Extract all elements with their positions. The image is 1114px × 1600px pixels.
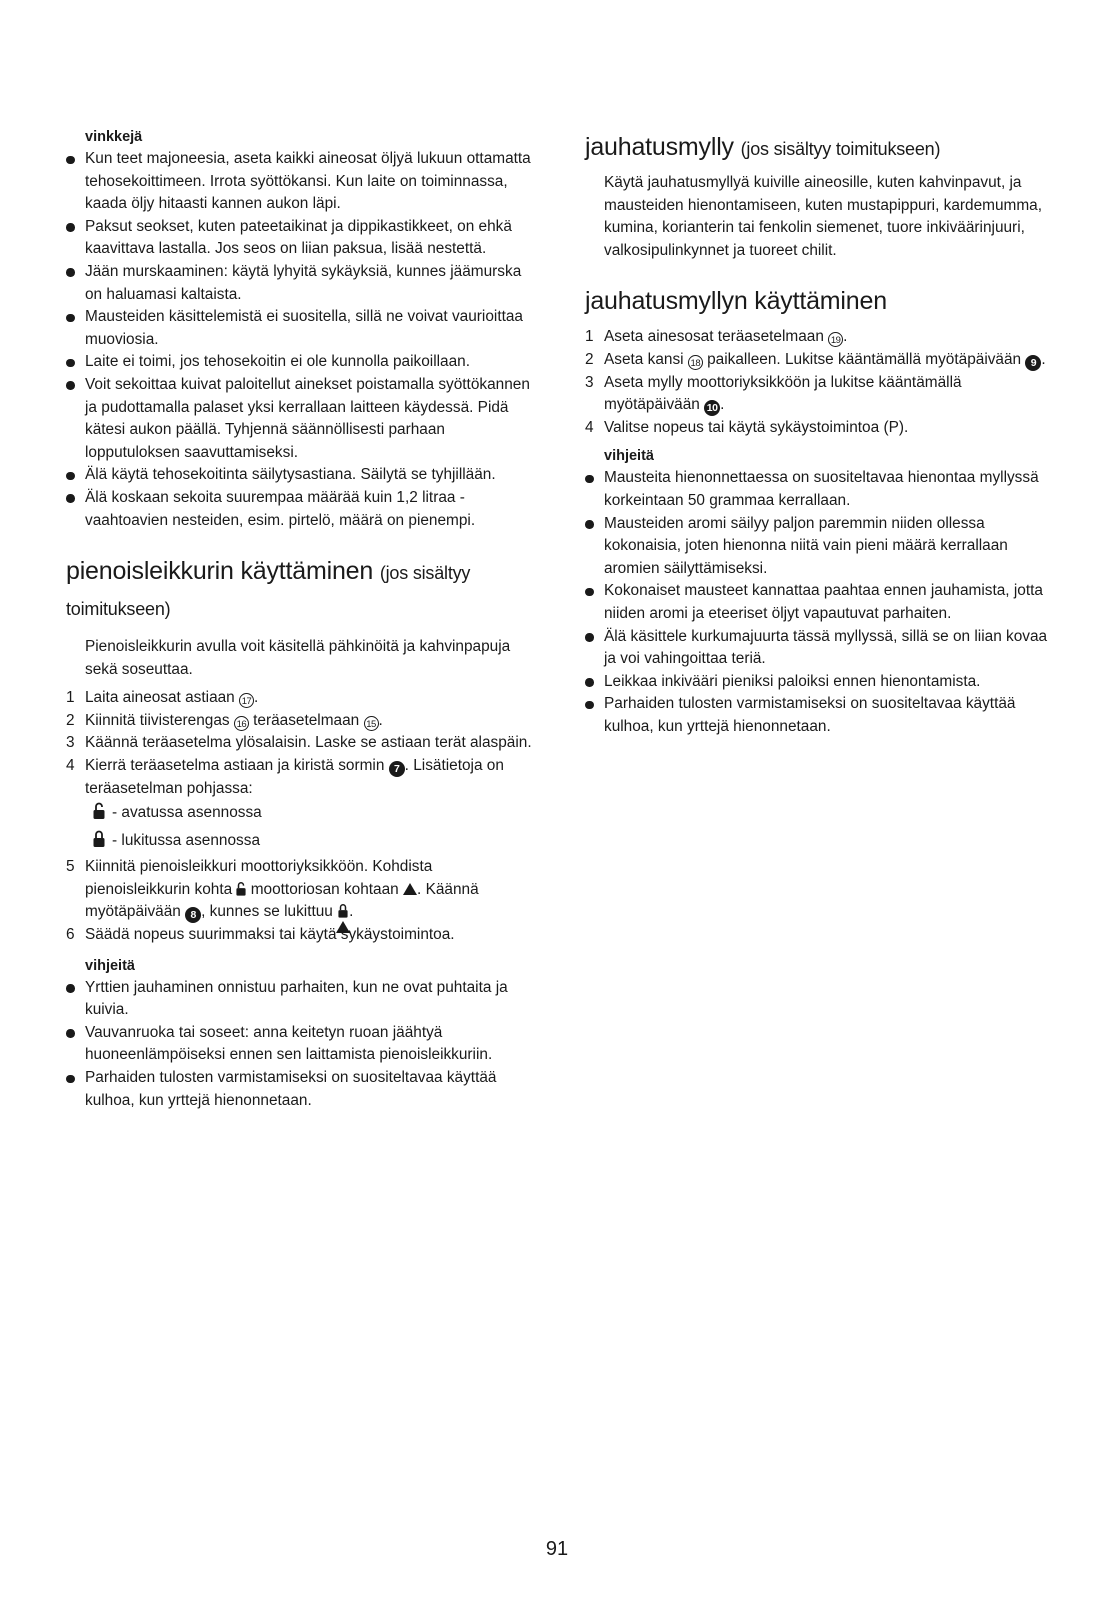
tips-list bbox=[66, 148, 536, 532]
lock-open-row bbox=[85, 800, 536, 828]
part-number-badge: 10 bbox=[704, 400, 720, 416]
step-item: 3 Käännä teräasetelma ylösalaisin. Laske se astiaan terät alaspäin. bbox=[66, 734, 532, 752]
list-item: Älä käytä tehosekoitinta säilytysastiana. Säilytä se tyhjillään. bbox=[66, 464, 536, 487]
list-item: Älä koskaan sekoita suurempaa määrää kuin 1,2 litraa - vaahtoavien nesteiden, esim. pirtelö, määrä on pienempi. bbox=[66, 487, 536, 532]
mini-chopper-intro: Pienoisleikkurin avulla voit käsitellä pähkinöitä ja kahvinpapuja sekä soseuttaa. bbox=[85, 638, 511, 678]
list-item: Laite ei toimi, jos tehosekoitin ei ole kunnolla paikoillaan. bbox=[66, 351, 536, 374]
list-item: Mausteiden aromi säilyy paljon paremmin niiden ollessa kokonaisia, joten hienonna niitä vain pieni määrä kerrallaan aromien säilyttämiseksi. bbox=[585, 513, 1060, 581]
list-item: Voit sekoittaa kuivat paloitellut ainekset poistamalla syöttökannen ja pudottamalla palaset yksi kerrallaan laitteen käydessä. Pidä kätesi aukon päällä. Tyhjennä säännöllisesti parhaan lopputuloksen saavuttamiseksi. bbox=[66, 374, 536, 464]
grinder-steps bbox=[585, 326, 1060, 439]
part-number-badge: 7 bbox=[389, 761, 405, 777]
part-number-badge: 17 bbox=[239, 693, 254, 708]
grinder-intro: Käytä jauhatusmyllyä kuiville aineosille, kuten kahvinpavut, ja mausteiden hienontamiseen, kuten mustapippuri, kardemumma, kumina, korianterin tai fenkolin siemenet, tuore inkiväärinjuuri, valkosipulinkynnet ja tuoreet chilit. bbox=[604, 174, 1043, 259]
lock-closed-label: - lukitussa asennossa bbox=[112, 832, 260, 850]
list-item: Jään murskaaminen: käytä lyhyitä sykäyksiä, kunnes jäämurska on haluamasi kaltaista. bbox=[66, 261, 536, 306]
mini-chopper-steps-cont bbox=[66, 856, 536, 946]
unlocked-padlock-icon bbox=[236, 881, 246, 897]
list-item: Vauvanruoka tai soseet: anna keitetyn ruoan jäähtyä huoneenlämpöiseksi ennen sen laittamista pienoisleikkuriin. bbox=[66, 1022, 536, 1067]
step-item: 1 Laita aineosat astiaan 17 . bbox=[66, 689, 259, 708]
section-title-grinder-use: jauhatusmyllyn käyttäminen bbox=[585, 287, 887, 316]
section-title-small: toimitukseen) bbox=[66, 599, 171, 620]
hints-list bbox=[585, 467, 1060, 738]
step-item: 1 Aseta ainesosat teräasetelmaan 19 . bbox=[585, 328, 848, 347]
lock-closed-row bbox=[85, 828, 536, 856]
locked-padlock-icon bbox=[338, 903, 348, 919]
right-column bbox=[585, 130, 1060, 738]
hints-heading: vihjeitä bbox=[604, 448, 654, 465]
list-item: Parhaiden tulosten varmistamiseksi on suositeltavaa käyttää kulhoa, kun yrttejä hienonnetaan. bbox=[66, 1067, 536, 1112]
part-number-badge: 9 bbox=[1025, 355, 1041, 371]
locked-padlock-icon bbox=[93, 830, 105, 848]
step-item: 2 Aseta kansi 18 paikalleen. Lukitse kääntämällä myötäpäivään 9 . bbox=[585, 350, 1046, 369]
list-item: Kokonaiset mausteet kannattaa paahtaa ennen jauhamista, jotta niiden aromi ja eteeriset öljyt vapautuvat parhaiten. bbox=[585, 580, 1060, 625]
part-number-badge: 18 bbox=[688, 355, 703, 370]
step-item: 4 Kierrä teräasetelma astiaan ja kiristä sormin 7 . Lisätietoja on teräasetelman pohjassa: bbox=[66, 757, 504, 797]
step-item: 3 Aseta mylly moottoriyksikköön ja lukitse kääntämällä myötäpäivään 10 . bbox=[585, 373, 962, 415]
list-item: Parhaiden tulosten varmistamiseksi on suositeltavaa käyttää kulhoa, kun yrttejä hienonnetaan. bbox=[585, 693, 1060, 738]
step-item: 5 Kiinnitä pienoisleikkuri moottoriyksikköön. Kohdista pienoisleikkurin kohta moottoriosan kohtaan . Käännä myötäpäivään 8 , kunnes se lukittuu . bbox=[66, 856, 536, 924]
section-title-mini-chopper bbox=[66, 554, 536, 626]
lock-open-label: - avatussa asennossa bbox=[112, 804, 262, 822]
step-item: 4 Valitse nopeus tai käytä sykäystoimintoa (P). bbox=[585, 418, 909, 436]
list-item: Yrttien jauhaminen onnistuu parhaiten, kun ne ovat puhtaita ja kuivia. bbox=[66, 977, 536, 1022]
hints-list bbox=[66, 977, 536, 1113]
section-title-small: (jos sisältyy bbox=[379, 563, 471, 584]
step-item: 6 Säädä nopeus suurimmaksi tai käytä sykäystoimintoa. bbox=[66, 926, 455, 944]
list-item: Paksut seokset, kuten pateetaikinat ja dippikastikkeet, on ehkä kaavittava lastalla. Jos seos on liian paksua, lisää nestettä. bbox=[66, 216, 536, 261]
list-item: Älä käsittele kurkumajuurta tässä myllyssä, sillä se on liian kovaa ja voi vahingoittaa teriä. bbox=[585, 626, 1060, 671]
hints-heading: vihjeitä bbox=[85, 957, 135, 974]
part-number-badge: 15 bbox=[364, 716, 379, 731]
list-item: Leikkaa inkivääri pieniksi paloiksi ennen hienontamista. bbox=[585, 671, 1060, 694]
list-item: Mausteita hienonnettaessa on suositeltavaa hienontaa myllyssä korkeintaan 50 grammaa kerrallaan. bbox=[585, 467, 1060, 512]
section-title-grinder: jauhatusmylly (jos sisältyy toimitukseen) bbox=[585, 133, 941, 161]
unlocked-padlock-icon bbox=[93, 802, 105, 820]
triangle-marker-icon bbox=[403, 883, 417, 895]
page-number: 91 bbox=[545, 1538, 569, 1560]
left-column bbox=[66, 126, 536, 1112]
list-item: Kun teet majoneesia, aseta kaikki aineosat öljyä lukuun ottamatta tehosekoittimeen. Irrota syöttökansi. Kun laite on toiminnassa, kaada öljy hitaasti kannen aukon läpi. bbox=[66, 148, 536, 216]
list-item: Mausteiden käsittelemistä ei suositella, sillä ne voivat vaurioittaa muoviosia. bbox=[66, 306, 536, 351]
section-title-text: pienoisleikkurin käyttäminen bbox=[66, 557, 374, 586]
part-number-badge: 16 bbox=[234, 716, 249, 731]
part-number-badge: 19 bbox=[828, 332, 843, 347]
tips-heading: vinkkejä bbox=[85, 129, 143, 145]
part-number-badge: 8 bbox=[185, 907, 201, 923]
step-item: 2 Kiinnitä tiivisterengas 16 teräasetelmaan 15 . bbox=[66, 711, 383, 730]
mini-chopper-steps bbox=[66, 687, 536, 800]
